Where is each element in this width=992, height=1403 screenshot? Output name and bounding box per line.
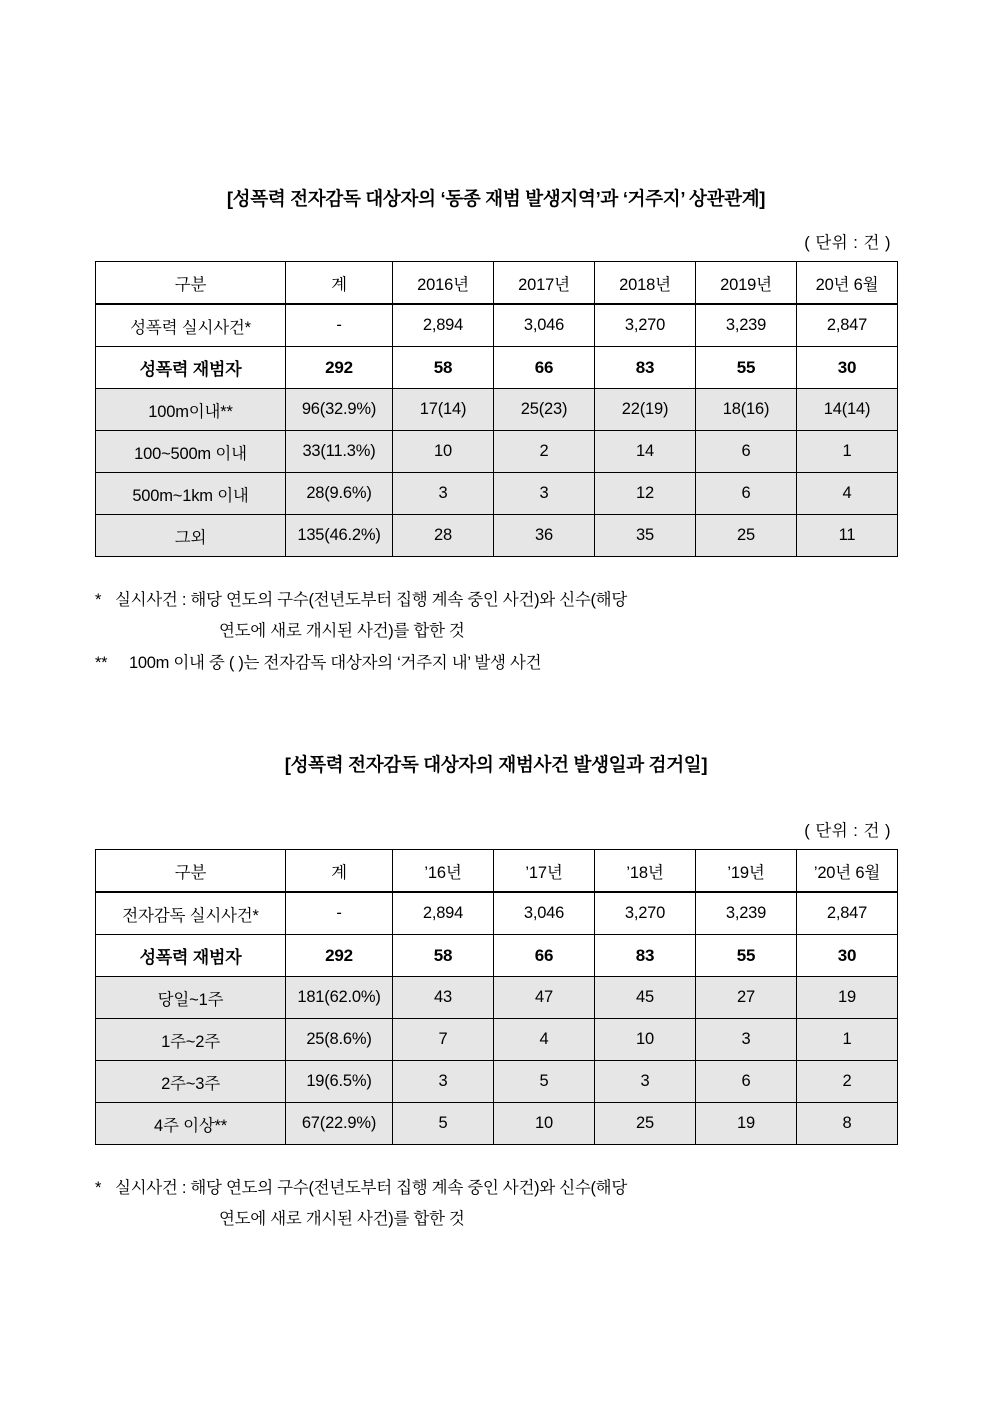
cell-2017: 47 bbox=[494, 977, 595, 1019]
spacer bbox=[95, 795, 897, 817]
footnote-text: 연도에 새로 개시된 사건)를 합한 것 bbox=[219, 1210, 465, 1229]
table-header-row bbox=[96, 262, 898, 305]
cell-2016: 2,894 bbox=[393, 892, 494, 935]
table-header-row bbox=[96, 850, 898, 893]
cell-2017: 4 bbox=[494, 1019, 595, 1061]
cell-total: 67(22.9%) bbox=[286, 1103, 393, 1145]
cell-2018: 10 bbox=[595, 1019, 696, 1061]
cell-total: 25(8.6%) bbox=[286, 1019, 393, 1061]
row-label: 그외 bbox=[96, 515, 286, 557]
column-header: 2019년 bbox=[696, 262, 797, 305]
cell-2019: 19 bbox=[696, 1103, 797, 1145]
cell-2018: 22(19) bbox=[595, 389, 696, 431]
cell-2018: 12 bbox=[595, 473, 696, 515]
column-header: 구분 bbox=[96, 262, 286, 305]
cell-2017: 3,046 bbox=[494, 892, 595, 935]
cell-total: 292 bbox=[286, 935, 393, 977]
section-two-title: [성폭력 전자감독 대상자의 재범사건 발생일과 검거일] bbox=[284, 754, 708, 776]
cell-2017: 3,046 bbox=[494, 304, 595, 347]
cell-2018: 83 bbox=[595, 347, 696, 389]
table-row bbox=[96, 347, 898, 389]
cell-2018: 25 bbox=[595, 1103, 696, 1145]
cell-2017: 25(23) bbox=[494, 389, 595, 431]
footnote-line bbox=[95, 616, 897, 647]
row-label: 4주 이상** bbox=[96, 1103, 286, 1145]
table-row bbox=[96, 304, 898, 347]
column-header: ’19년 bbox=[696, 850, 797, 893]
cell-2018: 35 bbox=[595, 515, 696, 557]
cell-total: - bbox=[286, 892, 393, 935]
cell-2017: 3 bbox=[494, 473, 595, 515]
cell-total: 96(32.9%) bbox=[286, 389, 393, 431]
cell-2016: 3 bbox=[393, 1061, 494, 1103]
footnote-text: 100m 이내 중 ( )는 전자감독 대상자의 ‘거주지 내’ 발생 사건 bbox=[129, 653, 542, 672]
cell-2019: 6 bbox=[696, 431, 797, 473]
footnote-line bbox=[95, 1204, 897, 1235]
cell-2020: 30 bbox=[797, 347, 898, 389]
table-row bbox=[96, 892, 898, 935]
table-row bbox=[96, 389, 898, 431]
column-header: 구분 bbox=[96, 850, 286, 893]
cell-2018: 3,270 bbox=[595, 892, 696, 935]
footnote-text: 실시사건 : 해당 연도의 구수(전년도부터 집행 계속 중인 사건)와 신수(해당 bbox=[115, 1179, 627, 1198]
cell-2019: 55 bbox=[696, 935, 797, 977]
row-label: 성폭력 재범자 bbox=[96, 935, 286, 977]
cell-2019: 6 bbox=[696, 1061, 797, 1103]
footnote-line bbox=[95, 648, 897, 679]
section-two-notes bbox=[95, 1173, 897, 1236]
cell-2018: 3,270 bbox=[595, 304, 696, 347]
cell-2017: 66 bbox=[494, 347, 595, 389]
cell-2019: 25 bbox=[696, 515, 797, 557]
cell-2019: 3 bbox=[696, 1019, 797, 1061]
cell-2017: 5 bbox=[494, 1061, 595, 1103]
footnote-marker: * bbox=[95, 591, 102, 609]
cell-2020: 4 bbox=[797, 473, 898, 515]
cell-2020: 8 bbox=[797, 1103, 898, 1145]
section-one bbox=[95, 185, 897, 679]
table-row bbox=[96, 1019, 898, 1061]
cell-2016: 58 bbox=[393, 347, 494, 389]
row-label: 500m~1km 이내 bbox=[96, 473, 286, 515]
cell-2016: 2,894 bbox=[393, 304, 494, 347]
footnote-text: 연도에 새로 개시된 사건)를 합한 것 bbox=[219, 622, 465, 641]
section-two bbox=[95, 751, 897, 1236]
cell-2017: 36 bbox=[494, 515, 595, 557]
section-two-unit: ( 단위 : 건 ) bbox=[804, 822, 891, 841]
table-row bbox=[96, 977, 898, 1019]
table-row bbox=[96, 473, 898, 515]
column-header: 20년 6월 bbox=[797, 262, 898, 305]
cell-2018: 83 bbox=[595, 935, 696, 977]
cell-2016: 43 bbox=[393, 977, 494, 1019]
row-label: 전자감독 실시사건* bbox=[96, 892, 286, 935]
row-label: 성폭력 실시사건* bbox=[96, 304, 286, 347]
cell-2020: 1 bbox=[797, 431, 898, 473]
column-header: 계 bbox=[286, 262, 393, 305]
row-label: 1주~2주 bbox=[96, 1019, 286, 1061]
cell-2016: 7 bbox=[393, 1019, 494, 1061]
table-row bbox=[96, 1061, 898, 1103]
section-one-unit: ( 단위 : 건 ) bbox=[804, 234, 891, 252]
column-header: ’20년 6월 bbox=[797, 850, 898, 893]
cell-2020: 1 bbox=[797, 1019, 898, 1061]
cell-2019: 18(16) bbox=[696, 389, 797, 431]
section-gap bbox=[95, 679, 897, 751]
cell-total: 135(46.2%) bbox=[286, 515, 393, 557]
cell-total: - bbox=[286, 304, 393, 347]
footnote-line bbox=[95, 1173, 897, 1204]
cell-2016: 58 bbox=[393, 935, 494, 977]
row-label: 당일~1주 bbox=[96, 977, 286, 1019]
cell-2020: 2,847 bbox=[797, 892, 898, 935]
cell-total: 181(62.0%) bbox=[286, 977, 393, 1019]
footnote-marker: ** bbox=[95, 653, 108, 672]
cell-2019: 3,239 bbox=[696, 304, 797, 347]
footnote-marker: * bbox=[95, 1179, 102, 1198]
column-header: ’16년 bbox=[393, 850, 494, 893]
cell-2020: 14(14) bbox=[797, 389, 898, 431]
cell-2019: 27 bbox=[696, 977, 797, 1019]
column-header: 2018년 bbox=[595, 262, 696, 305]
table-recidivism-arrest-interval bbox=[95, 849, 898, 1145]
cell-2020: 2,847 bbox=[797, 304, 898, 347]
cell-2017: 66 bbox=[494, 935, 595, 977]
table-row bbox=[96, 935, 898, 977]
cell-2016: 5 bbox=[393, 1103, 494, 1145]
section-one-notes bbox=[95, 585, 897, 679]
row-label: 성폭력 재범자 bbox=[96, 347, 286, 389]
column-header: 2017년 bbox=[494, 262, 595, 305]
cell-2019: 55 bbox=[696, 347, 797, 389]
cell-2019: 3,239 bbox=[696, 892, 797, 935]
cell-2020: 30 bbox=[797, 935, 898, 977]
column-header: 2016년 bbox=[393, 262, 494, 305]
column-header: 계 bbox=[286, 850, 393, 893]
column-header: ’18년 bbox=[595, 850, 696, 893]
cell-2016: 10 bbox=[393, 431, 494, 473]
row-label: 2주~3주 bbox=[96, 1061, 286, 1103]
cell-2018: 45 bbox=[595, 977, 696, 1019]
cell-2020: 19 bbox=[797, 977, 898, 1019]
row-label: 100~500m 이내 bbox=[96, 431, 286, 473]
cell-2016: 3 bbox=[393, 473, 494, 515]
cell-total: 33(11.3%) bbox=[286, 431, 393, 473]
table-recidivism-location bbox=[95, 261, 898, 557]
footnote-text: 실시사건 : 해당 연도의 구수(전년도부터 집행 계속 중인 사건)와 신수(해당 bbox=[115, 591, 627, 609]
footnote-line bbox=[95, 585, 897, 616]
column-header: ’17년 bbox=[494, 850, 595, 893]
cell-2018: 14 bbox=[595, 431, 696, 473]
cell-total: 19(6.5%) bbox=[286, 1061, 393, 1103]
table-row bbox=[96, 515, 898, 557]
row-label: 100m이내** bbox=[96, 389, 286, 431]
cell-2020: 11 bbox=[797, 515, 898, 557]
table-row bbox=[96, 1103, 898, 1145]
cell-2016: 17(14) bbox=[393, 389, 494, 431]
cell-2016: 28 bbox=[393, 515, 494, 557]
cell-2017: 10 bbox=[494, 1103, 595, 1145]
cell-2019: 6 bbox=[696, 473, 797, 515]
cell-2018: 3 bbox=[595, 1061, 696, 1103]
cell-total: 292 bbox=[286, 347, 393, 389]
section-one-title: [성폭력 전자감독 대상자의 ‘동종 재범 발생지역’과 ‘거주지’ 상관관계] bbox=[226, 188, 766, 209]
cell-2020: 2 bbox=[797, 1061, 898, 1103]
cell-total: 28(9.6%) bbox=[286, 473, 393, 515]
cell-2017: 2 bbox=[494, 431, 595, 473]
table-row bbox=[96, 431, 898, 473]
